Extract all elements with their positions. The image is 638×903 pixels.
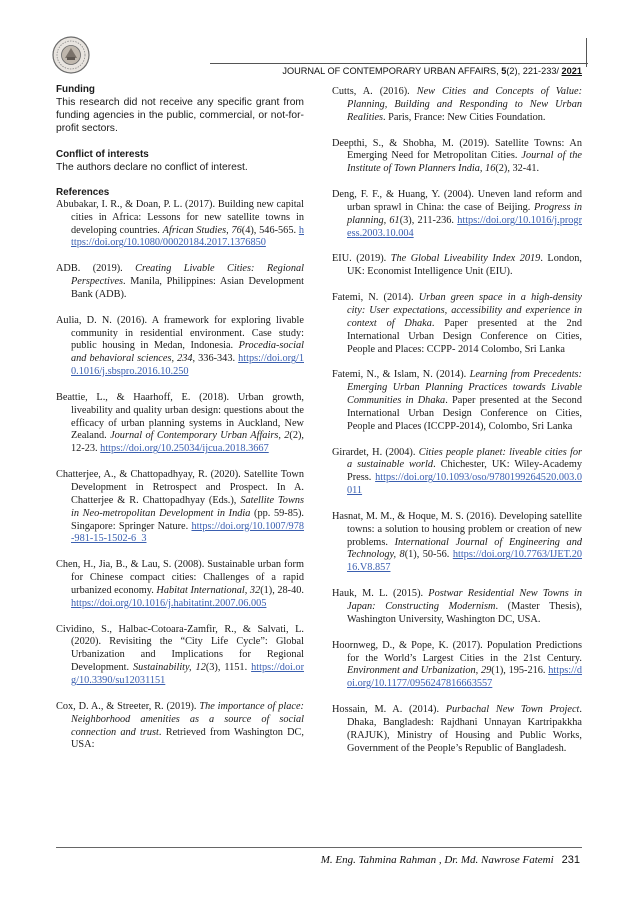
reference-title-italic: Purbachal New Town Project (445, 704, 580, 716)
reference-text: Fatemi, N., & Islam, N. (2014). (332, 369, 470, 381)
reference-text: Aulia, D. N. (2016). A framework for exploring livable community in residential environment. Case study: public housing in Medan, Indonesia. (56, 314, 304, 352)
reference-text: Deepthi, S., & Shobha, M. (2019). Satellite Towns: An Emerging Need for Metropolitan Cities. (332, 137, 582, 162)
reference-entry (332, 588, 582, 627)
reference-text: . Manila, Philippines: Asian Development Bank (ADB). (71, 276, 304, 300)
page-footer (321, 854, 580, 866)
reference-entry (56, 469, 304, 546)
journal-volume: 5 (501, 66, 507, 76)
reference-entry (56, 559, 304, 610)
reference-text: Chatterjee, A., & Chattopadhyay, R. (2020). Satellite Town Development in Retrospect and Prospect. In A. Chatterjee & R. Chattopadhyay (Eds.), (56, 469, 304, 506)
reference-entry (56, 392, 304, 456)
reference-title-italic: Journal of Contemporary Urban Affairs, 2 (110, 430, 290, 442)
conflict-heading: Conflict of interests (56, 148, 149, 160)
reference-text: Hoornweg, D., & Pope, K. (2017). Population Predictions for the World’s Largest Cities in the 21st Century. (332, 639, 582, 664)
reference-entry (332, 292, 582, 356)
reference-doi-link[interactable]: https://doi.org/10.3390/su12031151 (71, 662, 305, 686)
reference-text: (2), 12-23. (71, 430, 305, 455)
reference-entry (332, 704, 582, 755)
reference-text: ADB. (2019). (56, 263, 136, 275)
reference-entry (56, 315, 304, 379)
reference-title-italic: Satellite Towns in Neo-metropolitan Development in India (71, 494, 304, 519)
reference-doi-link[interactable]: https://doi.org/10.1080/00020184.2017.1376850 (71, 224, 304, 249)
reference-text: Deng, F. F., & Huang, Y. (2004). Uneven land reform and urban sprawl in China: the case of Beijing. (332, 189, 582, 213)
funding-text: This research did not receive any specific grant from funding agencies in the public, commercial, or not-for-profit sectors. (56, 97, 304, 135)
reference-text: EIU. (2019). (332, 253, 391, 265)
reference-title-italic: The Global Liveability Index 2019 (390, 253, 541, 265)
reference-text: (2), 32-41. (495, 163, 540, 175)
reference-text: Chen, H., Jia, B., & Lau, S. (2008). Sustainable urban form for Chinese compact cities: Challenges of a rapid urbanized economy. (56, 559, 304, 596)
reference-text: Abubakar, I. R., & Doan, P. L. (2017). Building new capital cities in Africa: Lessons for new satellite towns in developing countries. (56, 198, 304, 236)
reference-title-italic: New Cities and Concepts of Value: Planning, Building and Responding to New Urban Realities (347, 86, 582, 123)
reference-entry (332, 253, 582, 279)
reference-doi-link[interactable]: https://doi.org/10.1177/0956247816663557 (347, 665, 583, 690)
reference-text: (1), 28-40. (260, 584, 304, 596)
reference-title-italic: Progress in planning, 61 (347, 201, 582, 226)
reference-entry (332, 447, 582, 498)
reference-title-italic: Habitat International, 32 (156, 584, 261, 596)
reference-title-italic: Creating Livable Cities: Regional Perspectives (71, 263, 304, 288)
reference-text: (1), 50-56. (404, 549, 453, 561)
reference-text: . Paris, France: New Cities Foundation. (383, 111, 546, 123)
reference-text: (3), 211-236. (399, 214, 458, 226)
reference-entry (332, 189, 582, 240)
reference-doi-link[interactable]: https://doi.org/10.1093/oso/9780199264520.003.0011 (347, 472, 582, 497)
reference-text: Cox, D. A., & Streeter, R. (2019). (56, 700, 200, 712)
journal-header (282, 66, 582, 76)
reference-text: Girardet, H. (2004). (332, 446, 419, 458)
header-rule (210, 63, 588, 64)
journal-seal-logo (52, 36, 90, 74)
reference-text: . (Master Thesis), Washington University, Washington DC, USA. (347, 601, 582, 625)
reference-title-italic: Sustainability, 12 (132, 662, 206, 674)
reference-entry (56, 624, 304, 688)
reference-doi-link[interactable]: https://doi.org/10.1016/j.habitatint.2007.06.005 (71, 597, 267, 609)
reference-title-italic: Procedia-social and behavioral sciences, 234 (71, 340, 304, 365)
references-list-right (332, 86, 582, 755)
reference-title-italic: Urban green space in a high-density city: User expectations, accessibility and experience in context of Dhaka (347, 292, 583, 329)
reference-entry (332, 86, 582, 125)
journal-name: JOURNAL OF CONTEMPORARY URBAN AFFAIRS, (282, 66, 502, 76)
reference-title-italic: Cities people planet: liveable cities for a sustainable world (347, 446, 582, 471)
reference-doi-link[interactable]: https://doi.org/10.25034/ijcua.2018.3667 (100, 443, 269, 455)
reference-entry (332, 511, 582, 575)
references-heading: References (56, 186, 110, 198)
journal-year: 2021 (561, 66, 582, 76)
reference-entry (332, 369, 582, 433)
reference-text: , 336-343. (192, 353, 239, 365)
reference-text: . London, UK: Economist Intelligence Unit (EIU). (347, 253, 583, 278)
reference-title-italic: Environment and Urbanization, 29 (347, 665, 492, 677)
reference-entry (56, 199, 304, 250)
funding-heading: Funding (56, 84, 95, 95)
reference-title-italic: The importance of place: Neighborhood amenities as a source of social connection and trust (71, 700, 304, 738)
reference-text: . Retrieved from Washington DC, USA: (71, 726, 304, 751)
references-list-left (56, 199, 304, 752)
reference-doi-link[interactable]: https://doi.org/10.1007/978-981-15-1502-6_3 (71, 520, 304, 545)
left-column (56, 84, 304, 765)
reference-text: . Paper presented at the Second International Urban Design Conference on Cities, People and Places (ICCPP-2014), Colombo, Sri Lanka (347, 395, 582, 432)
reference-title-italic: International Journal of Engineering and Technology, 8 (347, 536, 582, 561)
reference-text: (4), 546-565. (241, 224, 299, 236)
reference-entry (332, 138, 582, 177)
reference-entry (56, 701, 304, 752)
reference-doi-link[interactable]: https://doi.org/10.1016/j.sbspro.2016.10.250 (71, 353, 304, 378)
reference-text: Cividino, S., Halbac-Cotoara-Zamfir, R., & Salvati, L. (2020). Revisiting the “City Life Cycle”: Global Urbanization and Implications for Regional Development. (56, 623, 304, 674)
reference-text: Hauk, M. L. (2015). (332, 588, 429, 600)
reference-text: Cutts, A. (2016). (332, 86, 417, 97)
reference-title-italic: Learning from Precedents: Emerging Urban Planning Practices towards Livable Communities in Dhaka (347, 369, 582, 407)
reference-text: Hossain, M. A. (2014). (332, 704, 446, 716)
footer-authors: M. Eng. Tahmina Rahman , Dr. Md. Nawrose Fatemi (320, 854, 554, 866)
journal-issue-pages: (2), 221-233/ (506, 66, 562, 76)
reference-title-italic: Journal of the Institute of Town Planners India, 16 (347, 150, 582, 175)
reference-text: (pp. 59-85). Singapore: Springer Nature. (71, 507, 305, 532)
reference-title-italic: Postwar Residential New Towns in Japan: Constructing Modernism (347, 588, 582, 612)
reference-entry (56, 263, 304, 302)
reference-text: (3), 1151. (205, 662, 252, 674)
reference-text: Hasnat, M. M., & Hoque, M. S. (2016). Developing satellite towns: a solution to housing problem or creation of new problems. (332, 510, 582, 548)
conflict-text: The authors declare no conflict of interest. (56, 161, 248, 173)
page-number: 231 (561, 854, 580, 866)
reference-text: . Chichester, UK: Wiley-Academy Press. (347, 459, 582, 484)
reference-text: . Dhaka, Bangladesh: Rajdhani Unnayan Kartripakkha (RAJUK), Ministry of Housing and Public Works, Government of the People’s Republic of Bangladesh. (347, 704, 582, 754)
right-column (332, 86, 582, 768)
reference-text: Beattie, L., & Haarhoff, E. (2018). Urban growth, liveability and quality urban design: questions about the efficacy of urban planning systems in Auckland, New Zealand. (56, 391, 304, 442)
footer-rule (56, 847, 582, 848)
reference-text: Fatemi, N. (2014). (332, 292, 419, 304)
reference-text: (1), 195-216. (491, 665, 549, 677)
reference-title-italic: African Studies, 76 (162, 224, 242, 236)
reference-doi-link[interactable]: https://doi.org/10.1016/j.progress.2003.10.004 (347, 214, 582, 239)
reference-text: . Paper presented at the 2nd International Urban Design Conference on Cities, People and Places: CCPP- 2014 Colombo, Sri Lanka (347, 317, 582, 355)
reference-doi-link[interactable]: https://doi.org/10.7763/IJET.2016.V8.857 (347, 549, 583, 574)
reference-entry (332, 640, 582, 691)
